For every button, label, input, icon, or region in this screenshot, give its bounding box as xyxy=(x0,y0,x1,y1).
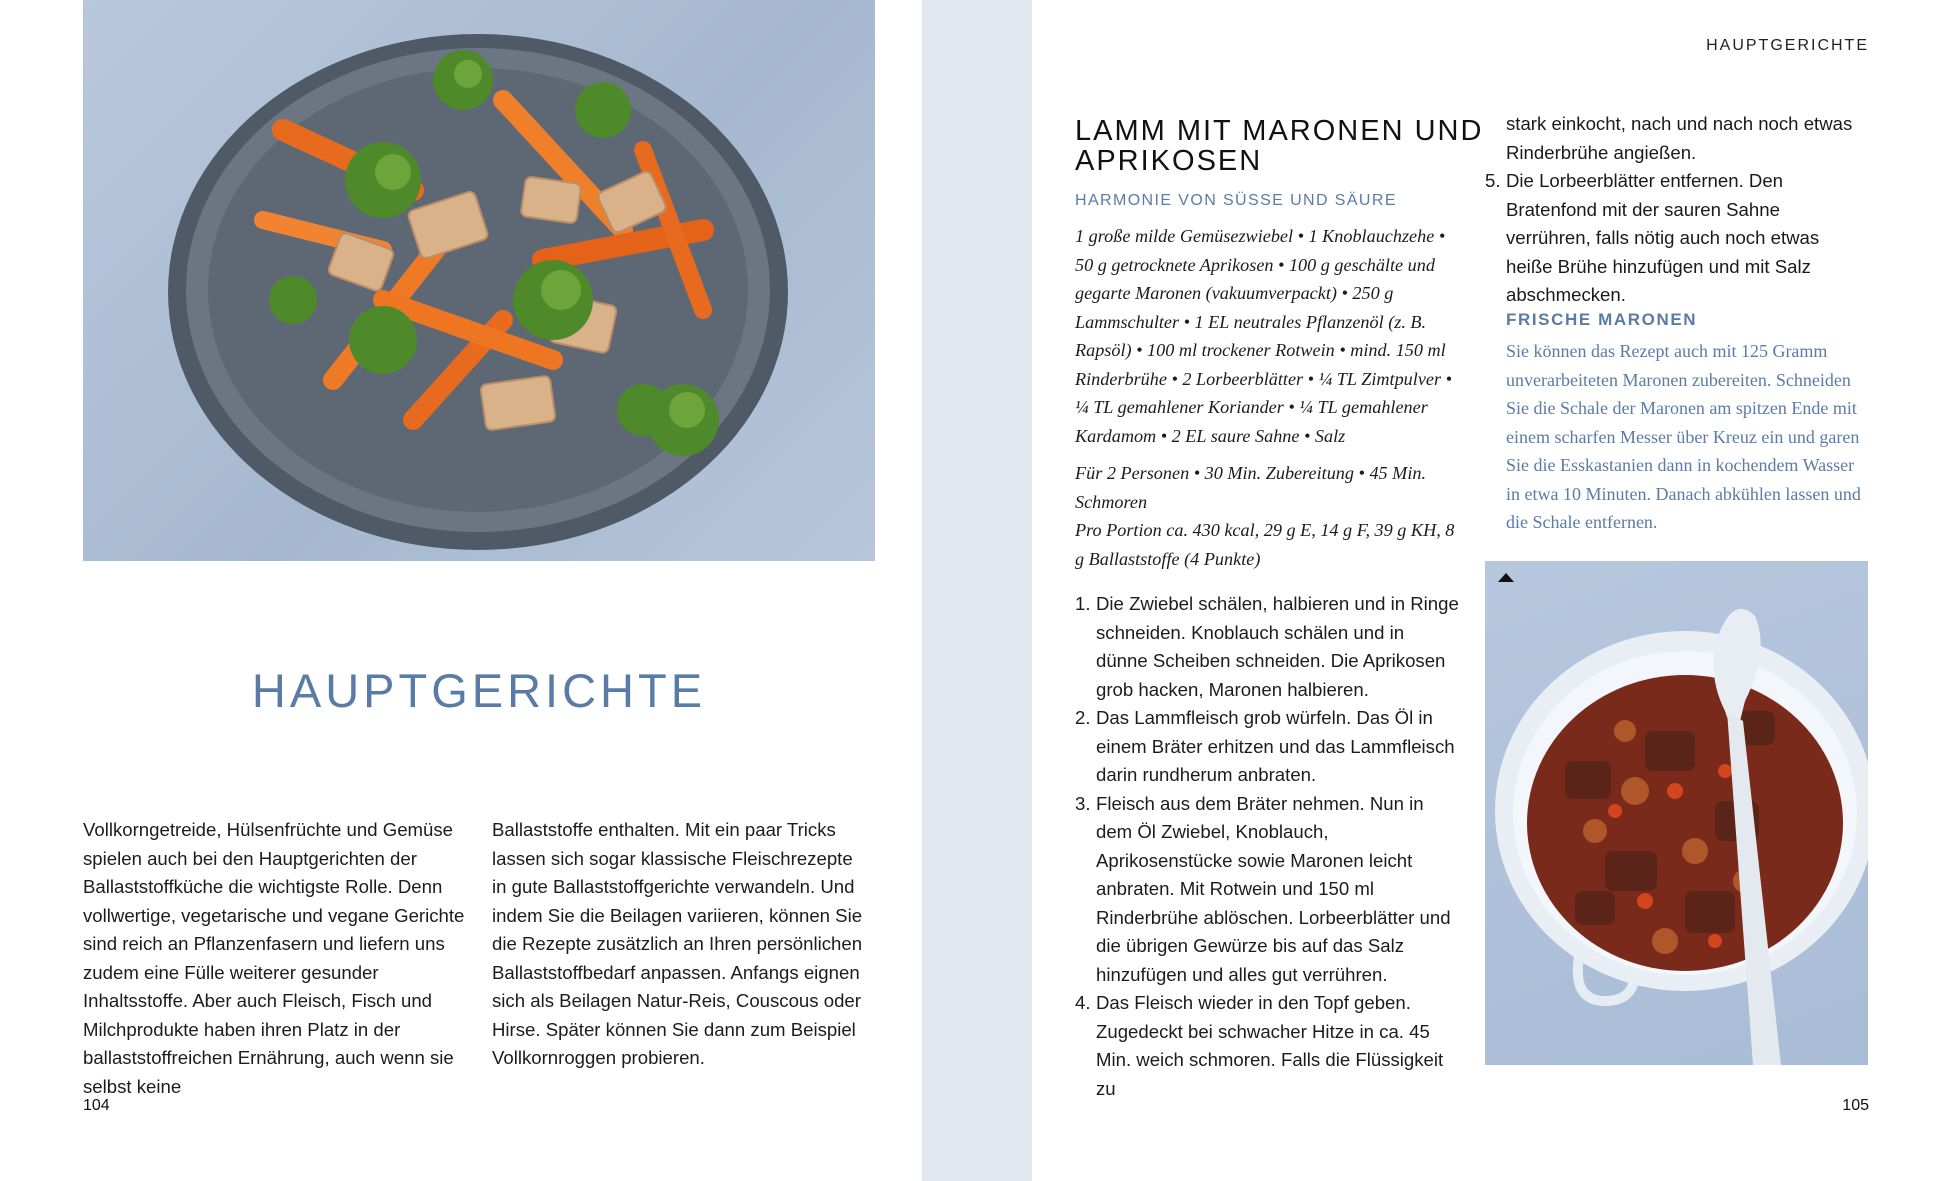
lamb-stew-pan-photo xyxy=(1485,561,1868,1065)
running-head: HAUPTGERICHTE xyxy=(1706,37,1869,54)
book-gutter xyxy=(922,0,1032,1181)
step-3 xyxy=(1075,790,1460,990)
left-page xyxy=(0,0,922,1181)
step-text: Die Lorbeerblätter entfernen. Den Bratenfond mit der sauren Sahne verrühren, falls nötig auch noch etwas heiße Brühe hinzufügen und mit Salz abschmecken. xyxy=(1506,170,1820,305)
vegetable-tofu-plate-photo xyxy=(83,0,875,561)
step-text: Fleisch aus dem Bräter nehmen. Nun in dem Öl Zwiebel, Knoblauch, Aprikosenstücke sowie Maronen leicht anbraten. Mit Rotwein und 150 ml Rinderbrühe ablöschen. Lorbeerblätter und die übrigen Gewürze bis auf das Salz hinzufügen und alles gut verrühren. xyxy=(1096,792,1451,985)
tip-text: Sie können das Rezept auch mit 125 Gramm unverarbeiteten Maronen zubereiten. Schneiden Sie die Schale der Maronen am spitzen Ende mit einem scharfen Messer über Kreuz ein und garen Sie die Esskastanien dann in kochendem Wasser in etwa 10 Minuten. Danach abkühlen lassen und die Schale entfernen. xyxy=(1506,341,1861,532)
servings-and-time: Für 2 Personen • 30 Min. Zubereitung • 45 Min. Schmoren xyxy=(1075,463,1427,512)
step-number: 5. xyxy=(1485,170,1501,191)
intro-text-column-1: Vollkorngetreide, Hülsenfrüchte und Gemüse spielen auch bei den Hauptgerichten der Ballaststoffküche die wichtigste Rolle. Denn vollwertige, vegetarische und vegane Gerichte sind reich an Pflanzenfasern und liefern uns zudem eine Fülle weiterer gesunder Inhaltsstoffe. Aber auch Fleisch, Fisch und Milchprodukte haben ihren Platz in der ballaststoffreichen Ernährung, auch wenn sie selbst keine xyxy=(83,819,465,1097)
step-text: Die Zwiebel schälen, halbieren und in Ringe schneiden. Knoblauch schälen und in dünne Scheiben schneiden. Die Aprikosen grob hacken, Maronen halbieren. xyxy=(1096,593,1459,700)
step-1 xyxy=(1075,590,1460,704)
recipe-title: LAMM MIT MARONEN UND APRIKOSEN xyxy=(1075,115,1484,177)
step-2 xyxy=(1075,704,1460,790)
tip-title: FRISCHE MARONEN xyxy=(1506,310,1698,329)
intro-text-column-2: Ballaststoffe enthalten. Mit ein paar Tricks lassen sich sogar klassische Fleischrezepte in gute Ballaststoffgerichte verwandeln. Und indem Sie die Beilagen variieren, können Sie die Rezepte zusätzlich an Ihren persönlichen Ballaststoffbedarf anpassen. Anfangs eignen sich als Beilagen Natur-Reis, Couscous oder Hirse. Später können Sie dann zum Beispiel Vollkornroggen probieren. xyxy=(492,819,863,1068)
step-number: 2. xyxy=(1075,707,1091,728)
chapter-title: HAUPTGERICHTE xyxy=(251,664,707,717)
page-number-left: 104 xyxy=(83,1097,110,1114)
step-number: 4. xyxy=(1075,992,1091,1013)
step-text: Das Fleisch wieder in den Topf geben. Zugedeckt bei schwacher Hitze in ca. 45 Min. weich schmoren. Falls die Flüssigkeit zu xyxy=(1096,992,1444,1099)
instruction-steps xyxy=(1075,590,1460,1103)
step-4-continuation: stark einkocht, nach und nach noch etwas Rinderbrühe angießen. xyxy=(1506,113,1853,163)
instruction-steps-continued xyxy=(1485,167,1866,310)
page-number-right: 105 xyxy=(1842,1097,1869,1114)
step-number: 3. xyxy=(1075,792,1091,814)
step-text: Das Lammfleisch grob würfeln. Das Öl in einem Bräter erhitzen und das Lammfleisch darin rundherum anbraten. xyxy=(1096,707,1455,785)
recipe-meta xyxy=(1075,459,1460,573)
step-5 xyxy=(1485,167,1866,310)
step-4 xyxy=(1075,989,1460,1103)
recipe-subtitle: HARMONIE VON SÜSSE UND SÄURE xyxy=(1075,192,1397,209)
triangle-marker-icon xyxy=(1498,573,1514,582)
ingredient-list: 1 große milde Gemüsezwiebel • 1 Knoblauchzehe • 50 g getrocknete Aprikosen • 100 g geschälte und gegarte Maronen (vakuumverpackt) • 250 g Lammschulter • 1 EL neutrales Pflanzenöl (z. B. Rapsöl) • 100 ml trockener Rotwein • mind. 150 ml Rinderbrühe • 2 Lorbeerblätter • ¼ TL Zimtpulver • ¼ TL gemahlener Koriander • ¼ TL gemahlener Kardamom • 2 EL saure Sahne • Salz xyxy=(1075,226,1452,446)
nutrition-info: Pro Portion ca. 430 kcal, 29 g E, 14 g F, 39 g KH, 8 g Ballaststoffe (4 Punkte) xyxy=(1075,520,1455,569)
step-number: 1. xyxy=(1075,593,1091,614)
